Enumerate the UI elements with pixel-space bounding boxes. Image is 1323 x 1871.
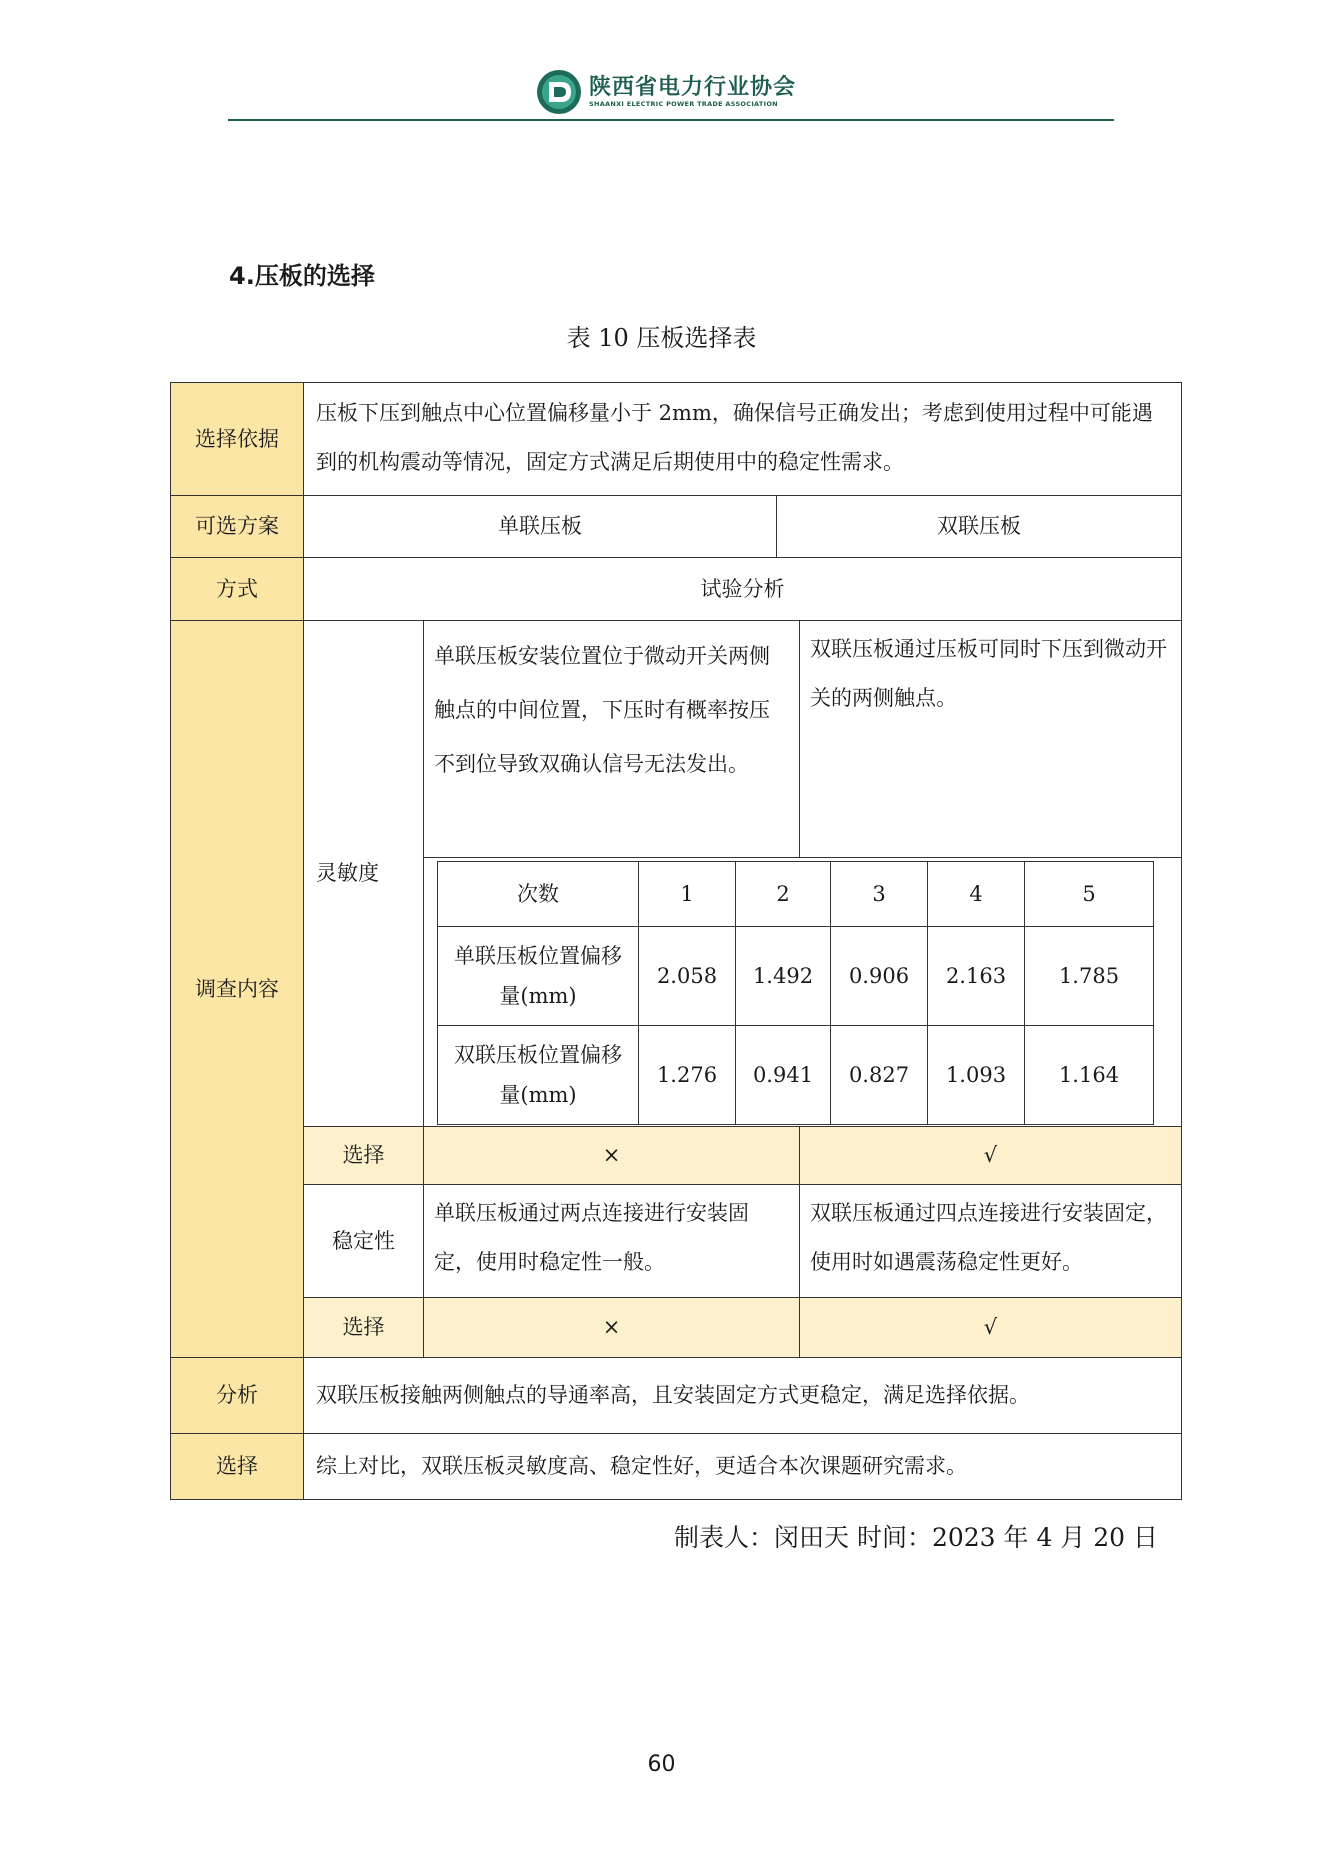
stability-label: 稳定性 [303,1184,424,1298]
selection-table [170,382,1182,1500]
data-cell: 1.492 [735,926,831,1026]
data-header-cell: 4 [927,861,1025,927]
data-row-label: 单联压板位置偏移量(mm) [437,926,639,1026]
option-a: 单联压板 [303,495,777,558]
method-value: 试验分析 [303,557,1182,621]
logo-emblem-icon [535,68,583,116]
sensitivity-choice-label: 选择 [303,1126,424,1185]
stability-b-text: 双联压板通过四点连接进行安装固定，使用时如遇震荡稳定性更好。 [799,1184,1182,1298]
method-label: 方式 [170,557,304,621]
data-header-count: 次数 [437,861,639,927]
sensitivity-choice-b: √ [799,1126,1182,1185]
org-name-en: SHAANXI ELECTRIC POWER TRADE ASSOCIATION [589,99,778,108]
sensitivity-label: 灵敏度 [303,620,424,1127]
section-title: 4.压板的选择 [229,262,375,290]
investigation-label: 调查内容 [170,620,304,1358]
sensitivity-choice-a: × [423,1126,800,1185]
stability-choice-b: √ [799,1297,1182,1358]
sensitivity-a-text: 单联压板安装位置位于微动开关两侧触点的中间位置，下压时有概率按压不到位导致双确认信号无法发出。 [423,620,800,858]
data-cell: 1.093 [927,1025,1025,1125]
table-caption: 表 10 压板选择表 [566,324,757,352]
association-logo [535,68,796,116]
selection-text: 综上对比，双联压板灵敏度高、稳定性好，更适合本次课题研究需求。 [303,1433,1182,1500]
table-author-and-date: 制表人：闵田天 时间：2023 年 4 月 20 日 [674,1523,1159,1552]
data-cell: 2.163 [927,926,1025,1026]
data-cell: 1.276 [638,1025,736,1125]
basis-text: 压板下压到触点中心位置偏移量小于 2mm，确保信号正确发出；考虑到使用过程中可能遇到的机构震动等情况，固定方式满足后期使用中的稳定性需求。 [303,382,1182,496]
options-label: 可选方案 [170,495,304,558]
header-divider [228,119,1114,121]
stability-choice-a: × [423,1297,800,1358]
basis-label: 选择依据 [170,382,304,496]
data-cell: 0.941 [735,1025,831,1125]
analysis-label: 分析 [170,1357,304,1434]
page-number: 60 [647,1752,676,1777]
stability-choice-label: 选择 [303,1297,424,1358]
data-header-cell: 2 [735,861,831,927]
data-cell: 1.785 [1024,926,1154,1026]
org-name-cn: 陕西省电力行业协会 [589,74,797,100]
data-cell: 0.906 [830,926,928,1026]
analysis-text: 双联压板接触两侧触点的导通率高，且安装固定方式更稳定，满足选择依据。 [303,1357,1182,1434]
selection-label: 选择 [170,1433,304,1500]
data-row-label: 双联压板位置偏移量(mm) [437,1025,639,1125]
data-cell: 0.827 [830,1025,928,1125]
data-header-cell: 5 [1024,861,1154,927]
data-cell: 1.164 [1024,1025,1154,1125]
data-header-cell: 3 [830,861,928,927]
option-b: 双联压板 [776,495,1182,558]
data-header-cell: 1 [638,861,736,927]
data-cell: 2.058 [638,926,736,1026]
stability-a-text: 单联压板通过两点连接进行安装固定，使用时稳定性一般。 [423,1184,800,1298]
sensitivity-b-text: 双联压板通过压板可同时下压到微动开关的两侧触点。 [799,620,1182,858]
page-header [0,0,1323,125]
